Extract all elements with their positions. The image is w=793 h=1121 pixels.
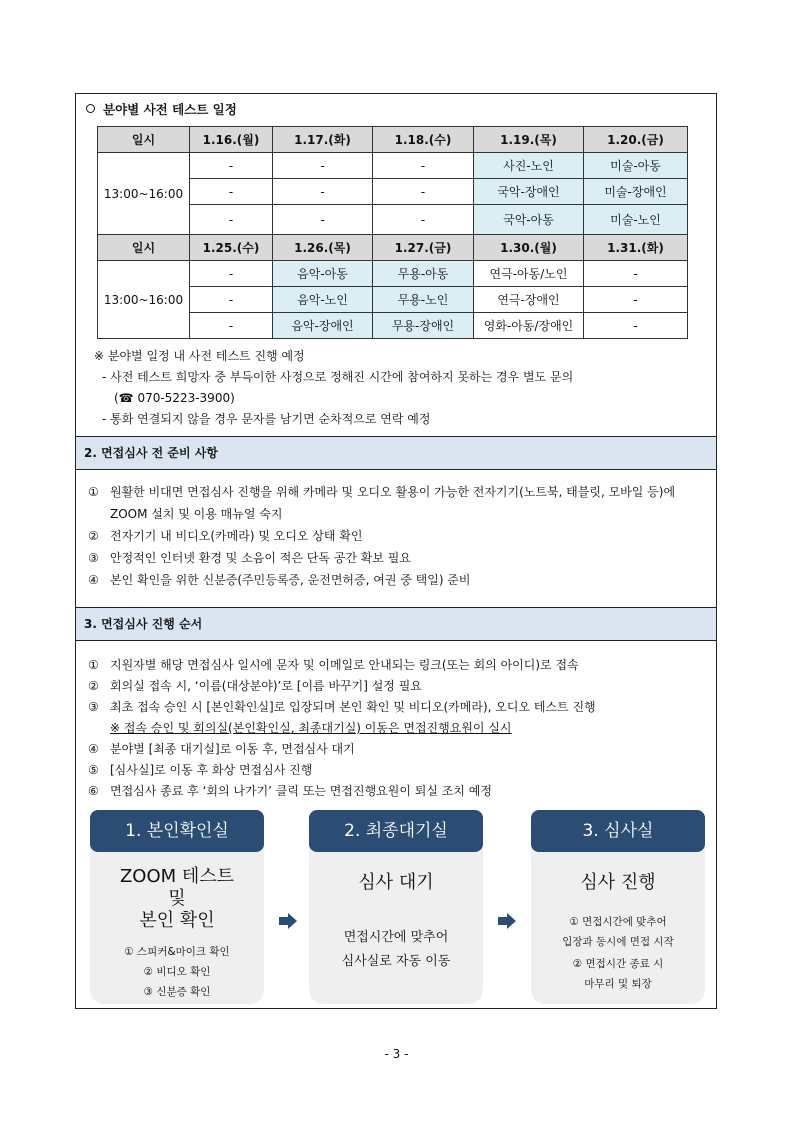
table-cell: 미술-아동: [584, 153, 688, 179]
table-cell: -: [373, 205, 474, 235]
time-cell: 13:00~16:00: [98, 261, 190, 339]
table-header-cell: 일시: [98, 127, 190, 153]
step-card-review: [531, 810, 705, 1004]
table-cell: 영화-아동/장애인: [474, 313, 584, 339]
table-cell: 국악-아동: [474, 205, 584, 235]
table-cell: -: [273, 153, 373, 179]
list-text: 최초 접속 승인 시 [본인확인실]로 입장되며 본인 확인 및 비디오(카메라), 오디오 테스트 진행: [110, 700, 596, 714]
step-main-text: 심사 진행: [580, 872, 656, 893]
step-main-text: ZOOM 테스트: [119, 866, 235, 887]
list-number: ④: [88, 742, 99, 756]
table-header-cell: 1.27.(금): [373, 235, 474, 261]
table-cell: -: [190, 153, 273, 179]
table-row: [98, 153, 688, 179]
list-text: [심사실]로 이동 후 화상 면접심사 진행: [110, 763, 313, 777]
list-number: ⑥: [88, 784, 99, 798]
section1-title: 분야별 사전 테스트 일정: [86, 100, 237, 118]
sub-note: ※ 접속 승인 및 회의실(본인확인실, 최종대기실) 이동은 면접진행요원이 실시: [110, 721, 512, 735]
table-cell: -: [190, 261, 273, 287]
step-detail: 심사실로 자동 이동: [341, 954, 451, 969]
step-main-text: 본인 확인: [139, 910, 215, 931]
list-item: [88, 655, 708, 676]
table-cell: 연극-아동/노인: [474, 261, 584, 287]
list-text: 전자기기 내 비디오(카메라) 및 오디오 상태 확인: [110, 529, 363, 543]
list-item: [88, 760, 708, 781]
process-flow: [76, 810, 716, 1004]
list-number: ③: [88, 551, 99, 565]
table-cell: 음악-노인: [273, 287, 373, 313]
table-cell: 무용-노인: [373, 287, 474, 313]
step-tab: 3. 심사실: [531, 810, 705, 852]
section2-header: 2. 면접심사 전 준비 사항: [76, 436, 716, 470]
table-header-cell: 1.20.(금): [584, 127, 688, 153]
list-text: 지원자별 해당 면접심사 일시에 문자 및 이메일로 안내되는 링크(또는 회의 아이디)로 접속: [110, 658, 579, 672]
list-text: 회의실 접속 시, ‘이름(대상분야)’로 [이름 바꾸기] 설정 필요: [110, 679, 422, 693]
note-line: - 통화 연결되지 않을 경우 문자를 남기면 순차적으로 연락 예정: [102, 412, 431, 426]
table-header-cell: 1.17.(화): [273, 127, 373, 153]
list-item: [88, 697, 708, 718]
list-number: ③: [88, 700, 99, 714]
table-header-row: [98, 235, 688, 261]
table-cell: 음악-장애인: [273, 313, 373, 339]
table-header-cell: 1.16.(월): [190, 127, 273, 153]
table-cell: -: [190, 179, 273, 205]
list-item: [88, 676, 708, 697]
step-detail: 입장과 동시에 면접 시작: [562, 936, 674, 948]
section3-header: 3. 면접심사 진행 순서: [76, 607, 716, 641]
page-number: - 3 -: [384, 1047, 409, 1061]
table-cell: 국악-장애인: [474, 179, 584, 205]
table-cell: -: [584, 313, 688, 339]
note-line: (☎ 070-5223-3900): [114, 391, 235, 405]
list-number: ①: [88, 485, 99, 499]
content-frame: [75, 93, 717, 1009]
table-row: [98, 261, 688, 287]
table-cell: -: [190, 205, 273, 235]
list-text: 면접심사 종료 후 ‘회의 나가기’ 클릭 또는 면접진행요원이 퇴실 조치 예정: [110, 784, 492, 798]
table-cell: 사진-노인: [474, 153, 584, 179]
step-card-waiting: [309, 810, 483, 1004]
table-cell: -: [584, 261, 688, 287]
table-cell: -: [273, 205, 373, 235]
table-cell: -: [373, 153, 474, 179]
table-header-row: [98, 127, 688, 153]
step-card-identity: [90, 810, 264, 1004]
step-detail: 면접시간에 맞추어: [343, 930, 449, 945]
step-tab: 1. 본인확인실: [90, 810, 264, 852]
list-item: [88, 781, 708, 802]
table-cell: 미술-장애인: [584, 179, 688, 205]
table-cell: 음악-아동: [273, 261, 373, 287]
list-text: 본인 확인을 위한 신분증(주민등록증, 운전면허증, 여권 중 택일) 준비: [110, 573, 471, 587]
list-text: 분야별 [최종 대기실]로 이동 후, 면접심사 대기: [110, 742, 355, 756]
section3-list: [88, 655, 708, 802]
list-item: [88, 569, 708, 591]
table-cell: 무용-아동: [373, 261, 474, 287]
list-item: [88, 481, 708, 525]
list-number: ②: [88, 679, 99, 693]
table-cell: 무용-장애인: [373, 313, 474, 339]
time-cell: 13:00~16:00: [98, 153, 190, 235]
step-detail: 마무리 및 퇴장: [584, 978, 652, 990]
list-text: 안정적인 인터넷 환경 및 소음이 적은 단독 공간 확보 필요: [110, 551, 411, 565]
list-number: ①: [88, 658, 99, 672]
list-number: ⑤: [88, 763, 99, 777]
section2-list: [88, 481, 708, 591]
step-detail: ② 비디오 확인: [143, 966, 211, 978]
list-item: [88, 547, 708, 569]
schedule-table: [97, 126, 688, 339]
table-cell: -: [190, 287, 273, 313]
list-item: [88, 525, 708, 547]
step-tab: 2. 최종대기실: [309, 810, 483, 852]
table-header-cell: 1.19.(목): [474, 127, 584, 153]
table-cell: -: [373, 179, 474, 205]
table-cell: 미술-노인: [584, 205, 688, 235]
circle-bullet-icon: [86, 104, 95, 113]
table-header-cell: 1.18.(수): [373, 127, 474, 153]
table-cell: -: [273, 179, 373, 205]
table-header-cell: 일시: [98, 235, 190, 261]
step-detail: ③ 신분증 확인: [143, 986, 211, 998]
list-text: 원활한 비대면 면접심사 진행을 위해 카메라 및 오디오 활용이 가능한 전자기기(노트북, 태블릿, 모바일 등)에 ZOOM 설치 및 이용 매뉴얼 숙지: [110, 485, 676, 521]
step-detail: ① 스피커&마이크 확인: [124, 946, 230, 958]
table-cell: 연극-장애인: [474, 287, 584, 313]
table-header-cell: 1.26.(목): [273, 235, 373, 261]
list-number: ④: [88, 573, 99, 587]
table-header-cell: 1.31.(화): [584, 235, 688, 261]
note-line: ※ 분야별 일정 내 사전 테스트 진행 예정: [94, 349, 305, 363]
table-header-cell: 1.25.(수): [190, 235, 273, 261]
list-number: ②: [88, 529, 99, 543]
step-main-text: 심사 대기: [358, 872, 434, 893]
schedule-notes: [94, 346, 573, 430]
step-detail: ② 면접시간 종료 시: [572, 958, 664, 970]
table-header-cell: 1.30.(월): [474, 235, 584, 261]
step-detail: ① 면접시간에 맞추어: [569, 916, 667, 928]
table-cell: -: [584, 287, 688, 313]
step-main-text: 및: [168, 888, 186, 909]
note-line: - 사전 테스트 희망자 중 부득이한 사정으로 정해진 시간에 참여하지 못하는 경우 별도 문의: [102, 370, 574, 384]
table-cell: -: [190, 313, 273, 339]
list-item: [88, 739, 708, 760]
